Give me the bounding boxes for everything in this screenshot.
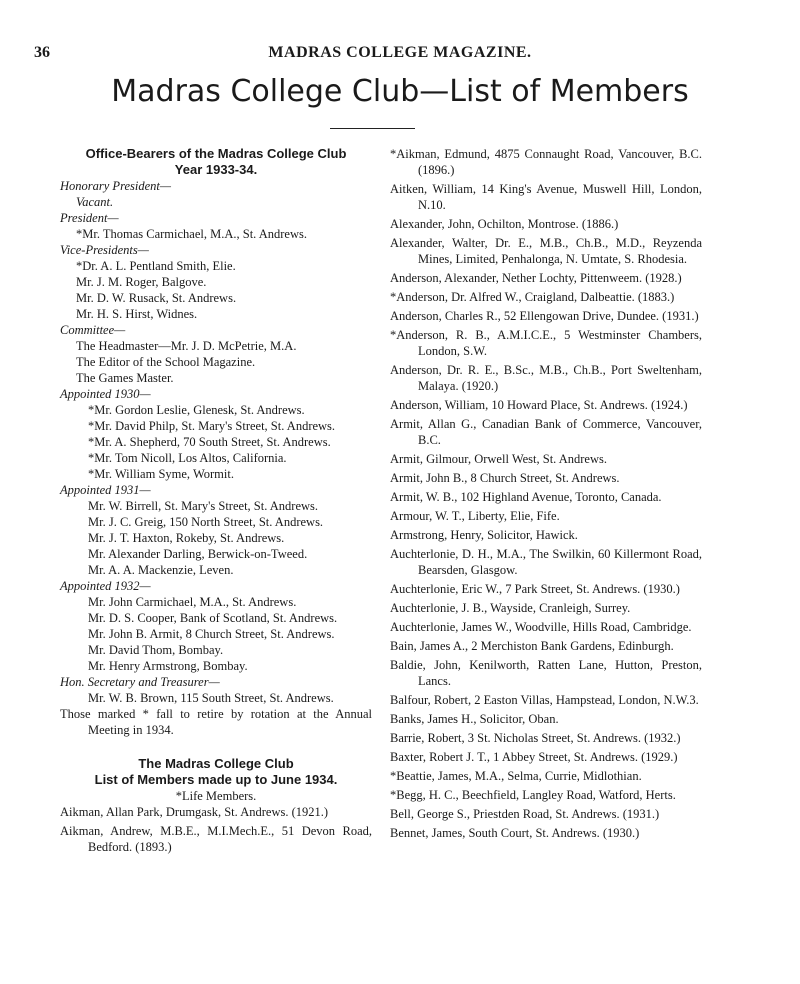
- member-entry: Alexander, John, Ochilton, Montrose. (1886.): [390, 217, 619, 231]
- member-entry: Armour, W. T., Liberty, Elie, Fife.: [390, 509, 560, 523]
- member-entry: Anderson, Alexander, Nether Lochty, Pittenweem. (1928.): [390, 271, 682, 285]
- member-entry: Bennet, James, South Court, St. Andrews. (1930.): [390, 826, 640, 840]
- member-entry: Aitken, William, 14 King's Avenue, Muswell Hill, London, N.10.: [390, 182, 702, 212]
- office-heading-line: Office-Bearers of the Madras College Club: [85, 146, 347, 161]
- appointed-1931-entry: Mr. A. A. Mackenzie, Leven.: [88, 563, 234, 577]
- vice-president-entry: Mr. J. M. Roger, Balgove.: [76, 275, 207, 289]
- appointed-1931-label: Appointed 1931—: [60, 483, 151, 497]
- member-entry: *Beattie, James, M.A., Selma, Currie, Midlothian.: [390, 769, 642, 783]
- appointed-1931-entry: Mr. Alexander Darling, Berwick-on-Tweed.: [88, 547, 308, 561]
- members-heading-line: The Madras College Club: [138, 756, 294, 771]
- president-value: *Mr. Thomas Carmichael, M.A., St. Andrews.: [76, 227, 307, 241]
- secretary-label: Hon. Secretary and Treasurer—: [60, 675, 220, 689]
- member-entry: Banks, James H., Solicitor, Oban.: [390, 712, 559, 726]
- vice-president-entry: Mr. D. W. Rusack, St. Andrews.: [76, 291, 237, 305]
- vice-president-entry: *Dr. A. L. Pentland Smith, Elie.: [76, 259, 236, 273]
- committee-entry: The Editor of the School Magazine.: [76, 355, 256, 369]
- appointed-1932-label: Appointed 1932—: [60, 579, 151, 593]
- appointed-1932-entry: Mr. D. S. Cooper, Bank of Scotland, St. Andrews.: [88, 611, 338, 625]
- member-entry: Bell, George S., Priestden Road, St. Andrews. (1931.): [390, 807, 660, 821]
- appointed-1930-entry: *Mr. Tom Nicoll, Los Altos, California.: [88, 451, 287, 465]
- member-entry: Anderson, Dr. R. E., B.Sc., M.B., Ch.B., Port Sweltenham, Malaya. (1920.): [390, 363, 702, 393]
- member-entry: Armit, John B., 8 Church Street, St. Andrews.: [390, 471, 620, 485]
- member-entry: Armstrong, Henry, Solicitor, Hawick.: [390, 528, 578, 542]
- title-rule: [330, 128, 415, 129]
- vice-presidents-label: Vice-Presidents—: [60, 243, 149, 257]
- member-entry: Baldie, John, Kenilworth, Ratten Lane, Hutton, Preston, Lancs.: [390, 658, 702, 688]
- office-heading-line: Year 1933-34.: [174, 162, 258, 177]
- member-entry: Aikman, Allan Park, Drumgask, St. Andrews. (1921.): [60, 805, 329, 819]
- committee-label: Committee—: [60, 323, 126, 337]
- appointed-1931-entry: Mr. J. C. Greig, 150 North Street, St. Andrews.: [88, 515, 324, 529]
- appointed-1932-entry: Mr. Henry Armstrong, Bombay.: [88, 659, 248, 673]
- appointed-1932-entry: Mr. John B. Armit, 8 Church Street, St. Andrews.: [88, 627, 335, 641]
- member-entry: Armit, W. B., 102 Highland Avenue, Toronto, Canada.: [390, 490, 662, 504]
- appointed-1932-entry: Mr. John Carmichael, M.A., St. Andrews.: [88, 595, 297, 609]
- member-entry: Barrie, Robert, 3 St. Nicholas Street, St. Andrews. (1932.): [390, 731, 681, 745]
- committee-entry: The Headmaster—Mr. J. D. McPetrie, M.A.: [76, 339, 297, 353]
- member-entry: Auchterlonie, Eric W., 7 Park Street, St. Andrews. (1930.): [390, 582, 680, 596]
- secretary-value: Mr. W. B. Brown, 115 South Street, St. Andrews.: [88, 691, 334, 705]
- member-entry: Anderson, William, 10 Howard Place, St. Andrews. (1924.): [390, 398, 688, 412]
- member-entry: Armit, Allan G., Canadian Bank of Commerce, Vancouver, B.C.: [390, 417, 702, 447]
- appointed-1930-entry: *Mr. William Syme, Wormit.: [88, 467, 234, 481]
- section-gap: [60, 738, 372, 756]
- member-entry: *Anderson, Dr. Alfred W., Craigland, Dalbeattie. (1883.): [390, 290, 675, 304]
- honorary-president-value: Vacant.: [76, 195, 114, 209]
- appointed-1930-entry: *Mr. A. Shepherd, 70 South Street, St. Andrews.: [88, 435, 331, 449]
- member-entry: *Aikman, Edmund, 4875 Connaught Road, Vancouver, B.C. (1896.): [390, 147, 702, 177]
- retire-note: Those marked * fall to retire by rotation at the Annual Meeting in 1934.: [60, 707, 372, 737]
- committee-entry: The Games Master.: [76, 371, 174, 385]
- page-number: 36: [34, 44, 50, 61]
- right-column: [390, 146, 702, 844]
- member-entry: Auchterlonie, D. H., M.A., The Swilkin, 60 Killermont Road, Bearsden, Glasgow.: [390, 547, 702, 577]
- member-entry: *Begg, H. C., Beechfield, Langley Road, Watford, Herts.: [390, 788, 676, 802]
- member-entry: Armit, Gilmour, Orwell West, St. Andrews.: [390, 452, 607, 466]
- running-head: MADRAS COLLEGE MAGAZINE.: [268, 44, 532, 61]
- member-entry: Auchterlonie, James W., Woodville, Hills Road, Cambridge.: [390, 620, 692, 634]
- members-heading-line: List of Members made up to June 1934.: [94, 772, 338, 787]
- office-bearers-heading: [60, 146, 372, 178]
- appointed-1931-entry: Mr. J. T. Haxton, Rokeby, St. Andrews.: [88, 531, 285, 545]
- member-entry: Auchterlonie, J. B., Wayside, Cranleigh, Surrey.: [390, 601, 631, 615]
- member-entry: Bain, James A., 2 Merchiston Bank Gardens, Edinburgh.: [390, 639, 674, 653]
- president-label: President—: [60, 211, 119, 225]
- members-heading: [60, 756, 372, 788]
- appointed-1931-entry: Mr. W. Birrell, St. Mary's Street, St. Andrews.: [88, 499, 319, 513]
- appointed-1930-label: Appointed 1930—: [60, 387, 151, 401]
- honorary-president-label: Honorary President—: [60, 179, 171, 193]
- member-entry: *Anderson, R. B., A.M.I.C.E., 5 Westminster Chambers, London, S.W.: [390, 328, 702, 358]
- member-entry: Alexander, Walter, Dr. E., M.B., Ch.B., M.D., Reyzenda Mines, Limited, Penhalonga, N. Umtate, S. Rhodesia.: [390, 236, 702, 266]
- member-entry: Aikman, Andrew, M.B.E., M.I.Mech.E., 51 Devon Road, Bedford. (1893.): [60, 824, 372, 854]
- left-column: [60, 146, 372, 858]
- vice-president-entry: Mr. H. S. Hirst, Widnes.: [76, 307, 198, 321]
- member-entry: Balfour, Robert, 2 Easton Villas, Hampstead, London, N.W.3.: [390, 693, 699, 707]
- appointed-1930-entry: *Mr. Gordon Leslie, Glenesk, St. Andrews.: [88, 403, 305, 417]
- life-members-note: *Life Members.: [175, 789, 257, 803]
- member-entry: Baxter, Robert J. T., 1 Abbey Street, St. Andrews. (1929.): [390, 750, 678, 764]
- page-title: Madras College Club—List of Members: [111, 74, 689, 109]
- appointed-1930-entry: *Mr. David Philp, St. Mary's Street, St. Andrews.: [88, 419, 336, 433]
- appointed-1932-entry: Mr. David Thom, Bombay.: [88, 643, 224, 657]
- member-entry: Anderson, Charles R., 52 Ellengowan Drive, Dundee. (1931.): [390, 309, 699, 323]
